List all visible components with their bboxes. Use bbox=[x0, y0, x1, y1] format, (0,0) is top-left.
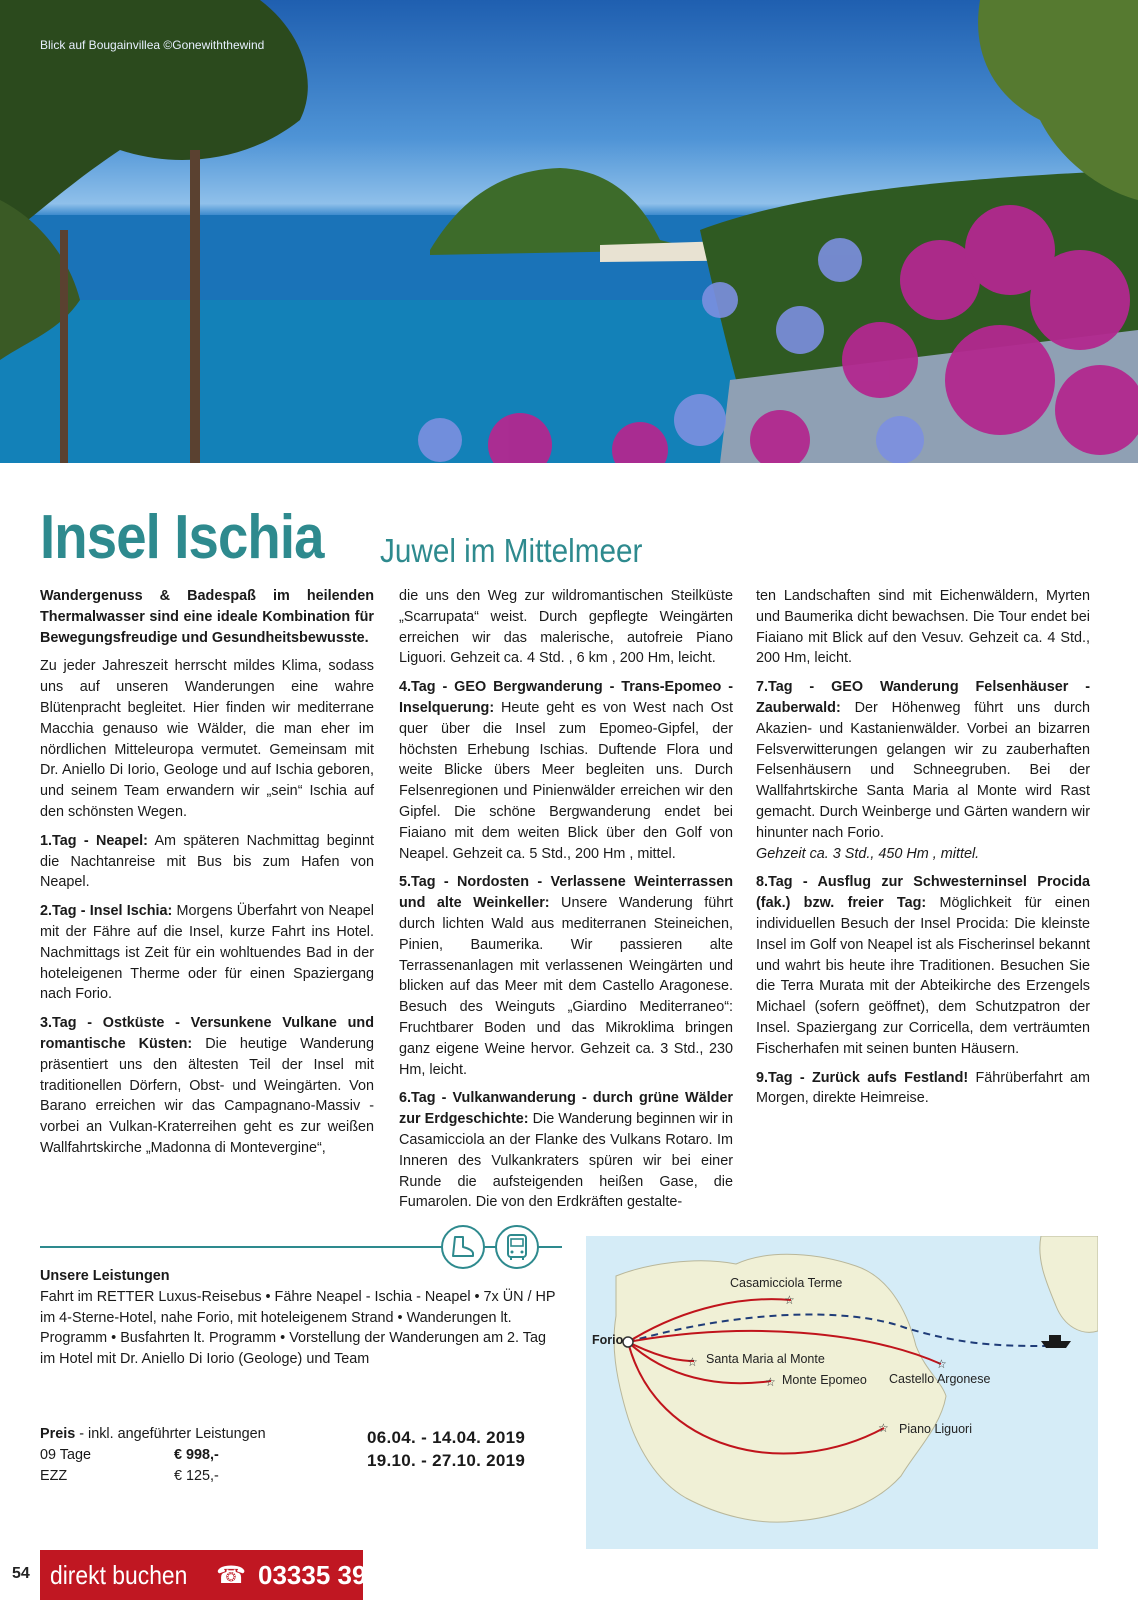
day-text: Unsere Wanderung führt durch lichten Wald aus mediterranen Steineichen, Pinien, Baumerika. Wir passieren alte Terrassenanlagen mit verlassenen Weingärten und blicken auf das Meer mit dem Castello Aragonese. Besuch des Weinguts „Giardino Mediterraneo“: Fruchtbarer Boden und das Mikroklima bringen ganz eigene Weine hervor. Gehzeit ca. 3 Std., 230 Hm, leicht. bbox=[399, 895, 733, 1078]
day-text: Der Höhenweg führt uns durch Akazien- und Kastanienwälder. Vorbei an bizarren Felsverwitterungen gelangen wir zu zauberhaften Felsenhäusern und Schneegruben. Bei der Wallfahrtskirche Santa Maria al Monte wird Rast gemacht. Durch Weinberge und Gärten wandern wir hinunter nach Forio. bbox=[756, 699, 1090, 841]
map-label-castello: Castello Argonese bbox=[889, 1372, 991, 1386]
day-7-time: Gehzeit ca. 3 Std., 450 Hm , mittel. bbox=[756, 845, 980, 862]
text-column-1 bbox=[40, 586, 374, 1167]
map-label-forio: Forio bbox=[592, 1333, 624, 1347]
price-header bbox=[40, 1424, 266, 1445]
day-4 bbox=[399, 677, 733, 864]
page-number: 54 bbox=[12, 1565, 30, 1582]
route-map bbox=[586, 1236, 1098, 1549]
svg-text:☆: ☆ bbox=[765, 1375, 776, 1389]
day-3 bbox=[40, 1013, 374, 1159]
booking-bar[interactable] bbox=[40, 1550, 396, 1600]
services-section bbox=[40, 1266, 562, 1370]
day-heading: 8.Tag - Ausflug zur Schwesterninsel Procida (fak.) bzw. freier Tag: bbox=[756, 874, 1090, 912]
hiking-boot-icon bbox=[441, 1225, 485, 1269]
price-label: Preis bbox=[40, 1426, 76, 1442]
text-column-2 bbox=[399, 586, 733, 1221]
date-range: 19.10. - 27.10. 2019 bbox=[367, 1451, 526, 1470]
price-days: 09 Tage bbox=[40, 1446, 91, 1463]
services-heading: Unsere Leistungen bbox=[40, 1268, 170, 1284]
intro-text: Wandergenuss & Badespaß im heilenden Thermalwasser sind eine ideale Kombination für Bewegungsfreudige und Gesundheitsbewusste. bbox=[40, 588, 374, 646]
day-text: Möglichkeit für einen individuellen Besuch der Insel Procida: Die kleinste Insel im Golf von Neapel ist als Fischerinsel bekannt und wahrt bis heute ihre Traditionen. Besuchen Sie die Terra Murata mit der Abteikirche des Erzengels Michael (sofern geöffnet), dem Schutzpatron der Insel. Spaziergang zur Corricella, dem verträumten Fischerhafen mit seinen bunten Häusern. bbox=[756, 895, 1090, 1057]
day-text: Heute geht es von West nach Ost quer über die Insel zum Epomeo-Gipfel, der höchsten Erhebung Ischias. Duftende Flora und weite Blicke übers Meer begleiten uns. Durch Felsenregionen und Pinienwälder erreichen wir den Gipfel. Die schöne Bergwanderung endet bei Fiaiano mit dem weiten Blick über den Golf von Neapel. Gehzeit ca. 5 Std., 200 Hm , mittel. bbox=[399, 699, 733, 862]
paragraph: die uns den Weg zur wildromantischen Steilküste „Scarrupata“ weist. Durch gepflegte Weingärten erreichen wir das malerische, autofreie Piano Liguori. Gehzeit ca. 4 Std. , 6 km , 200 Hm, leicht. bbox=[399, 588, 733, 667]
photo-caption: Blick auf Bougainvillea ©Gonewiththewind bbox=[40, 38, 265, 52]
day-heading: 9.Tag - Zurück aufs Festland! bbox=[756, 1069, 969, 1086]
paragraph: ten Landschaften sind mit Eichenwäldern, Myrten und Baumerika dicht bewachsen. Die Tour endet bei Fiaiano mit Blick auf den Vesuv. Gehzeit ca. 4 Std., 200 Hm, leicht. bbox=[756, 588, 1090, 667]
svg-text:☆: ☆ bbox=[687, 1355, 698, 1369]
phone-icon: ☎ bbox=[216, 1561, 247, 1589]
svg-text:☆: ☆ bbox=[878, 1421, 889, 1435]
price-block bbox=[40, 1424, 266, 1486]
price-row bbox=[40, 1445, 266, 1466]
hero-photo bbox=[0, 0, 1138, 463]
map-label-piano: Piano Liguori bbox=[899, 1422, 972, 1436]
day-6 bbox=[399, 1088, 733, 1213]
day-text: Morgens Überfahrt von Neapel mit der Fähre auf die Insel, kurze Fahrt ins Hotel. Nachmittags ist Zeit für ein wohltuendes Bad in der hoteleigenen Therme oder für einen Spaziergang nach Forio. bbox=[40, 903, 374, 1003]
phone-number[interactable]: 03335 3900 bbox=[258, 1559, 396, 1590]
day-8 bbox=[756, 872, 1090, 1059]
day-text: Die Wanderung beginnen wir in Casamicciola an der Flanke des Vulkans Rotaro. Im Inneren des Vulkankraters spüren wir bei einer Runde die aufsteigenden heißen Gase, die Fumarolen. Die von den Erdkräften gestalte- bbox=[399, 1111, 733, 1211]
map-label-epomeo: Monte Epomeo bbox=[782, 1373, 867, 1387]
price-label-suffix: - inkl. angeführter Leistungen bbox=[75, 1426, 266, 1442]
day-9 bbox=[756, 1068, 1090, 1110]
title-sub: Juwel im Mittelmeer bbox=[380, 532, 643, 569]
day-5 bbox=[399, 872, 733, 1080]
day-heading: 5.Tag - Nordosten - Verlassene Weinterrassen und alte Weinkeller: bbox=[399, 874, 733, 912]
intro-paragraph bbox=[40, 586, 374, 648]
ezz-amount: € 125,- bbox=[174, 1467, 219, 1484]
text-column-3 bbox=[756, 586, 1090, 1117]
hero-illustration bbox=[0, 0, 1138, 463]
day-heading: 4.Tag - GEO Bergwanderung - Trans-Epomeo - Inselquerung: bbox=[399, 679, 733, 716]
map-label-santa-maria: Santa Maria al Monte bbox=[706, 1352, 825, 1366]
travel-dates bbox=[367, 1426, 525, 1472]
day-1 bbox=[40, 831, 374, 893]
map-label-casamicciola: Casamicciola Terme bbox=[730, 1276, 843, 1290]
day-text: Am späteren Nachmittag beginnt die Nachtanreise mit Bus bis zum Hafen von Neapel. bbox=[40, 832, 374, 891]
day-2 bbox=[40, 901, 374, 1005]
day-heading: 1.Tag - Neapel: bbox=[40, 832, 148, 849]
services-text: Fahrt im RETTER Luxus-Reisebus • Fähre Neapel - Ischia - Neapel • 7x ÜN / HP im 4-Sterne-Hotel, nahe Forio, mit hoteleigenem Strand • Wanderungen lt. Programm • Busfahrten lt. Programm • Vorstellung der Wanderungen am 2. Tag im Hotel mit Dr. Aniello Di Iorio (Geologe) und Team bbox=[40, 1288, 556, 1368]
day-text: Die heutige Wanderung präsentiert uns den ältesten Teil der Insel mit traditionellen Dörfern, Obst- und Weingärten. Von Barano erreichen wir das Campagnano-Massiv - vorbei an Vulkan-Kraterreihen geht es zur weißen Wallfahrtskirche „Madonna di Montevergine“, bbox=[40, 1035, 374, 1156]
svg-text:☆: ☆ bbox=[784, 1293, 795, 1307]
bus-icon bbox=[495, 1225, 539, 1269]
title-main: Insel Ischia bbox=[40, 503, 324, 572]
paragraph: Zu jeder Jahreszeit herrscht mildes Klima, sodass uns auf unseren Wanderungen eine wahre Blütenpracht begleitet. Hier finden wir mediterrane Macchia genauso wie Wälder, die man eher im nördlichen Mitteleuropa vermutet. Gemeinsam mit Dr. Aniello Di Iorio, Geologe und auf Ischia geboren, und seinem Team erwandern wir „sein“ Ischia auf den schönsten Wegen. bbox=[40, 658, 374, 820]
svg-text:☆: ☆ bbox=[936, 1357, 947, 1371]
day-7 bbox=[756, 677, 1090, 843]
day-heading: 2.Tag - Insel Ischia: bbox=[40, 903, 173, 920]
ezz-label: EZZ bbox=[40, 1467, 68, 1484]
day-heading: 3.Tag - Ostküste - Versunkene Vulkane und romantische Küsten: bbox=[40, 1015, 374, 1052]
day-heading: 6.Tag - Vulkanwanderung - durch grüne Wälder zur Erdgeschichte: bbox=[399, 1090, 733, 1128]
ezz-row bbox=[40, 1466, 266, 1487]
price-amount: € 998,- bbox=[174, 1446, 219, 1463]
day-heading: 7.Tag - GEO Wanderung Felsenhäuser - Zauberwald: bbox=[756, 679, 1090, 716]
page-title bbox=[40, 502, 643, 573]
date-range: 06.04. - 14.04. 2019 bbox=[367, 1428, 526, 1447]
day-text: Fährüberfahrt am Morgen, direkte Heimreise. bbox=[756, 1069, 1090, 1107]
booking-cta[interactable]: direkt buchen bbox=[50, 1559, 188, 1590]
